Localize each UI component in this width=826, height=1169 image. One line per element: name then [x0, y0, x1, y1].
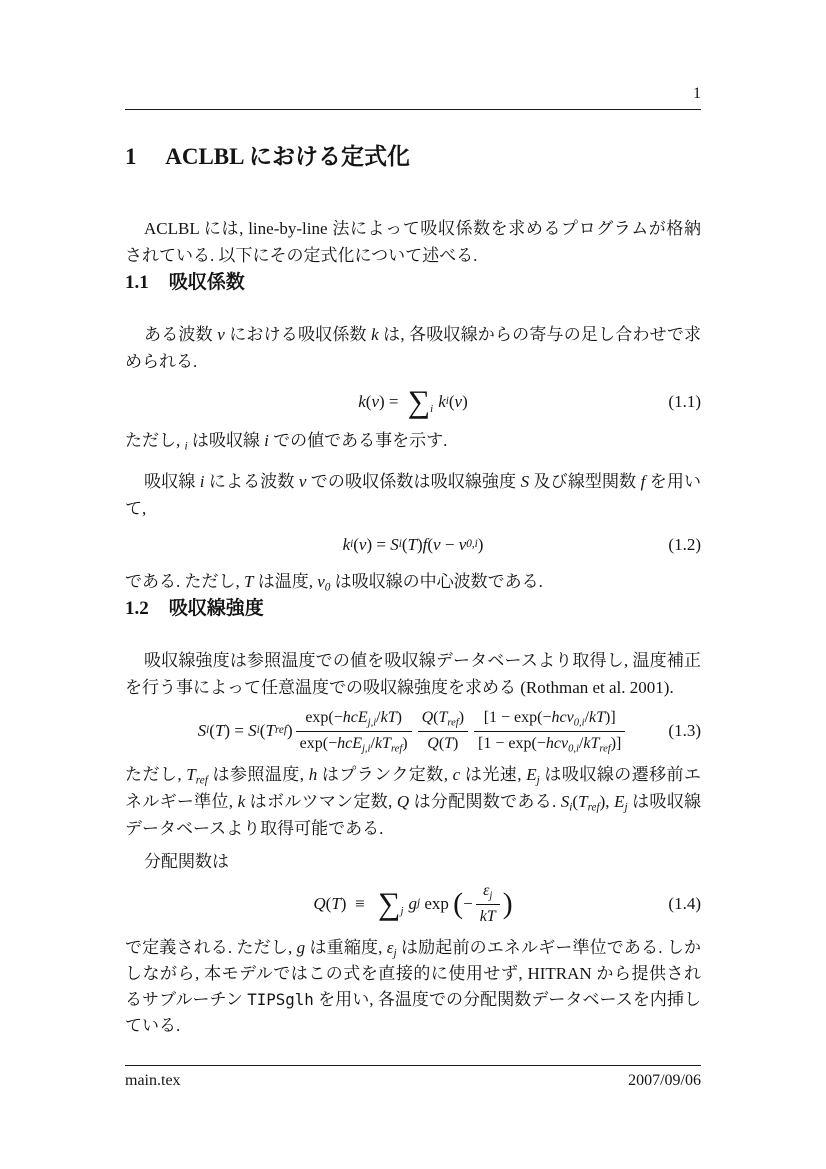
equation-1-3: [125, 703, 701, 759]
subsection-number: 1.1: [125, 272, 149, 293]
paragraph-line-strength: 吸収線強度は参照温度での値を吸収線データベースより取得し, 温度補正を行う事によって任意温度での吸収線強度を求める (Rothman et al. 2001).: [125, 651, 701, 697]
equation-1-3-body: S i ( T ) = S i ( T ref ) $\frac{\exp(-hcE_{j,i}/kT)}{\exp(-hcE_{j,i}/kT_{ref})}$ $\frac{Q(T_{ref})}{Q(T)}$ $\frac{[1 - \exp(-hc\nu_{0,i}/kT)]}{[1 - \exp(-hc\nu_{0,i}/kT_{ref})]}$: [198, 708, 629, 755]
subsection-number: 1.2: [125, 598, 149, 619]
paragraph-absorption-coefficient: ある波数 ν における吸収係数 k は, 各吸収線からの寄与の足し合わせで求められる.: [125, 325, 702, 371]
equation-1-4: [125, 877, 701, 931]
section-heading: [125, 141, 701, 173]
subsection-heading-1-2: [125, 595, 701, 622]
paragraph-partition-function-intro: 分配関数は: [144, 852, 229, 871]
equation-1-2-number: (1.2): [668, 534, 701, 554]
paragraph-eq3-note: ただし, $T_{ref}$ は参照温度, h はプランク定数, c は光速, $E_j$ は吸収線の遷移前エネルギー準位, k はボルツマン定数, Q は分配関数である. $S_i(T_{ref})$, $E_j$ は吸収線データベースより取得可能である.: [125, 765, 702, 838]
equation-1-1-body: k ( ν ) = ∑i k i ( ν ): [358, 384, 468, 420]
paragraph-eq4-note: で定義される. ただし, g は重縮度, $\varepsilon_j$ は励起前のエネルギー準位である. しかしながら, 本モデルではこの式を直接的に使用せず, HITRAN から提供されるサブルーチン TIPSglh を用い, 各温度での分配関数データベースを内挿している.: [125, 938, 702, 1035]
equation-1-4-number: (1.4): [668, 893, 701, 913]
equation-1-2: [125, 530, 701, 560]
page-number: 1: [693, 85, 701, 102]
page-content: [125, 0, 701, 1039]
equation-1-1: [125, 379, 701, 425]
footer-date: 2007/09/06: [628, 1072, 701, 1089]
paragraph-line-contribution: 吸収線 i による波数 ν での吸収係数は吸収線強度 S 及び線型関数 f を用いて,: [125, 472, 702, 518]
page-footer: [125, 1065, 701, 1090]
section-number: 1: [125, 144, 137, 169]
equation-1-3-number: (1.3): [668, 720, 701, 740]
section-title: ACLBL における定式化: [165, 144, 410, 169]
equation-1-2-body: k i ( ν ) = S i ( T ) f ( ν − ν 0,i ): [342, 534, 484, 554]
paragraph-intro: ACLBL には, line-by-line 法によって吸収係数を求めるプログラムが格納されている. 以下にその定式化について述べる.: [125, 219, 701, 265]
subsection-heading-1-1: [125, 269, 701, 296]
subsection-title: 吸収線強度: [168, 598, 264, 619]
equation-1-1-number: (1.1): [668, 391, 701, 411]
paragraph-eq1-note: ただし, $_i$ は吸収線 i での値である事を示す.: [125, 431, 448, 453]
equation-1-4-body: Q ( T ) ≡ ∑j g j exp ( − $\frac{\varepsilon_j}{kT}$ ): [313, 882, 513, 925]
page-header: [125, 0, 701, 110]
subsection-title: 吸収係数: [168, 272, 245, 293]
paragraph-eq2-note: である. ただし, T は温度, $\nu_0$ は吸収線の中心波数である.: [125, 572, 543, 594]
footer-filename: main.tex: [125, 1072, 181, 1089]
